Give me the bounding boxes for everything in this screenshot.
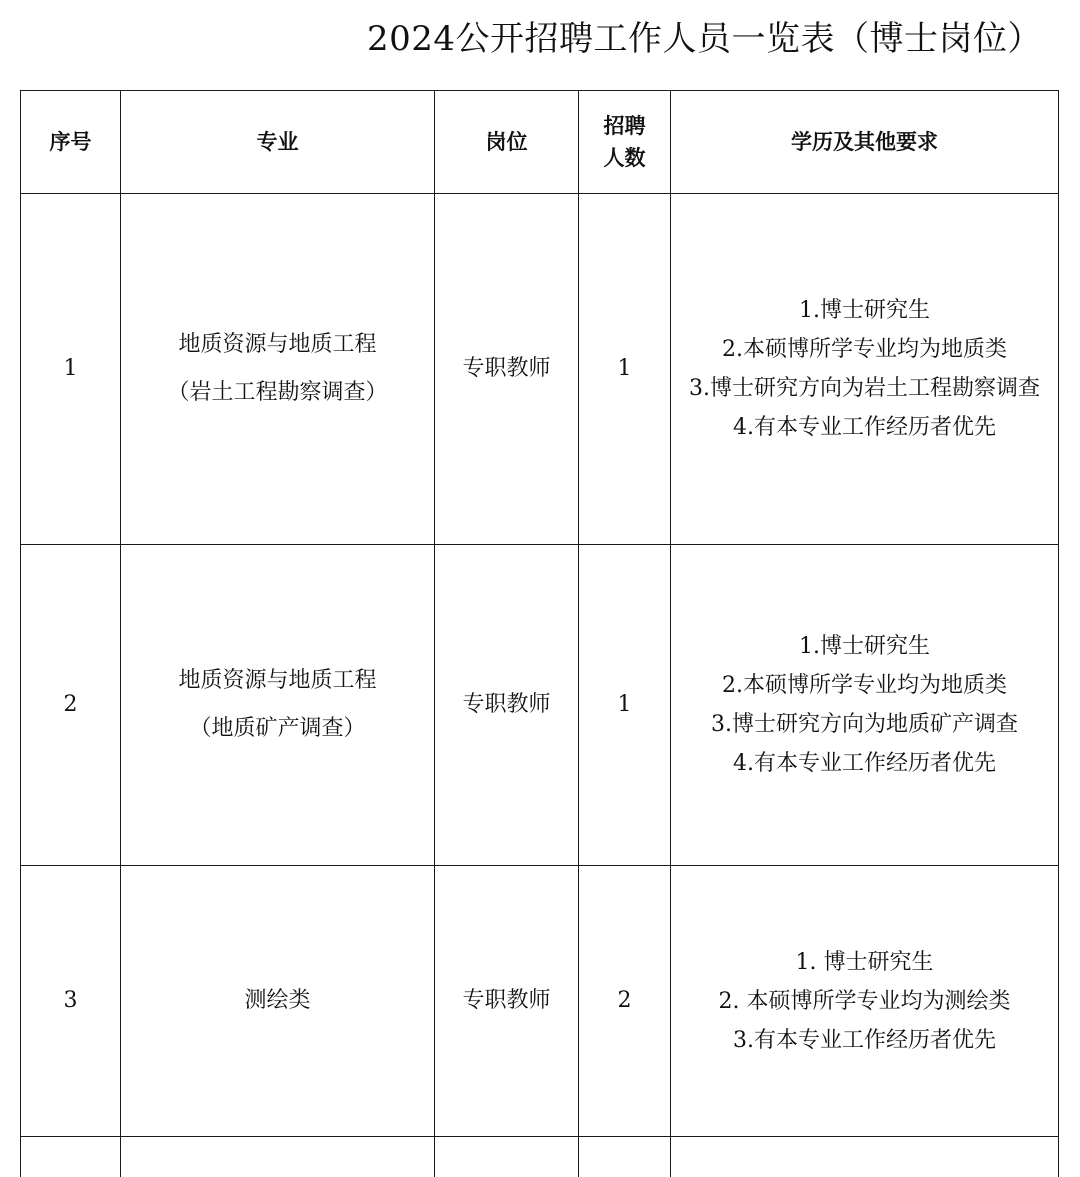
row-index: 3: [21, 866, 121, 1137]
header-index: 序号: [21, 91, 121, 194]
requirement-item: 3.有本专业工作经历者优先: [671, 1026, 1058, 1055]
row-count: 1: [579, 545, 671, 866]
header-major: 专业: [121, 91, 435, 194]
row-count: 2: [579, 866, 671, 1137]
row-major: [121, 866, 435, 1137]
header-position: 岗位: [435, 91, 579, 194]
requirement-item: 4.有本专业工作经历者优先: [671, 749, 1058, 778]
requirement-item: 3.博士研究方向为地质矿产调查: [671, 710, 1058, 739]
table-header-row: [21, 91, 1059, 194]
requirement-item: 2.本硕博所学专业均为地质类: [671, 335, 1058, 364]
requirement-item: 1.博士研究生: [671, 632, 1058, 661]
requirement-item: 2.本硕博所学专业均为地质类: [671, 671, 1058, 700]
requirement-item: 1.博士研究生: [671, 296, 1058, 325]
row-position: 专职教师: [435, 545, 579, 866]
row-requirements: [671, 866, 1059, 1137]
requirement-item: 2. 本硕博所学专业均为测绘类: [671, 987, 1058, 1016]
major-name: 地质资源与地质工程: [121, 657, 434, 705]
requirement-item: 3.博士研究方向为岩土工程勘察调查: [671, 374, 1058, 403]
recruitment-table: [20, 90, 1059, 1177]
row-cell-empty: [21, 1137, 121, 1177]
requirement-item: 4.有本专业工作经历者优先: [671, 413, 1058, 442]
row-cell-empty: [579, 1137, 671, 1177]
row-cell-empty: [121, 1137, 435, 1177]
major-direction: （地质矿产调查）: [121, 705, 434, 753]
row-position: 专职教师: [435, 194, 579, 545]
row-major: [121, 545, 435, 866]
header-requirements: 学历及其他要求: [671, 91, 1059, 194]
requirement-item: 1. 博士研究生: [671, 948, 1058, 977]
major-direction: （岩土工程勘察调查）: [121, 369, 434, 417]
table-row: [21, 194, 1059, 545]
row-index: 2: [21, 545, 121, 866]
header-count-line1: 招聘: [579, 110, 670, 142]
row-cell-empty: [671, 1137, 1059, 1177]
row-major: [121, 194, 435, 545]
page-title: 2024公开招聘工作人员一览表（博士岗位）: [367, 14, 1042, 64]
row-position: 专职教师: [435, 866, 579, 1137]
table-row: [21, 545, 1059, 866]
row-cell-empty: [435, 1137, 579, 1177]
major-name: 地质资源与地质工程: [121, 321, 434, 369]
header-count: [579, 91, 671, 194]
row-count: 1: [579, 194, 671, 545]
row-index: 1: [21, 194, 121, 545]
table-row-partial: [21, 1137, 1059, 1177]
major-name: 测绘类: [121, 977, 434, 1025]
row-requirements: [671, 194, 1059, 545]
header-count-line2: 人数: [579, 142, 670, 174]
row-requirements: [671, 545, 1059, 866]
table-row: [21, 866, 1059, 1137]
